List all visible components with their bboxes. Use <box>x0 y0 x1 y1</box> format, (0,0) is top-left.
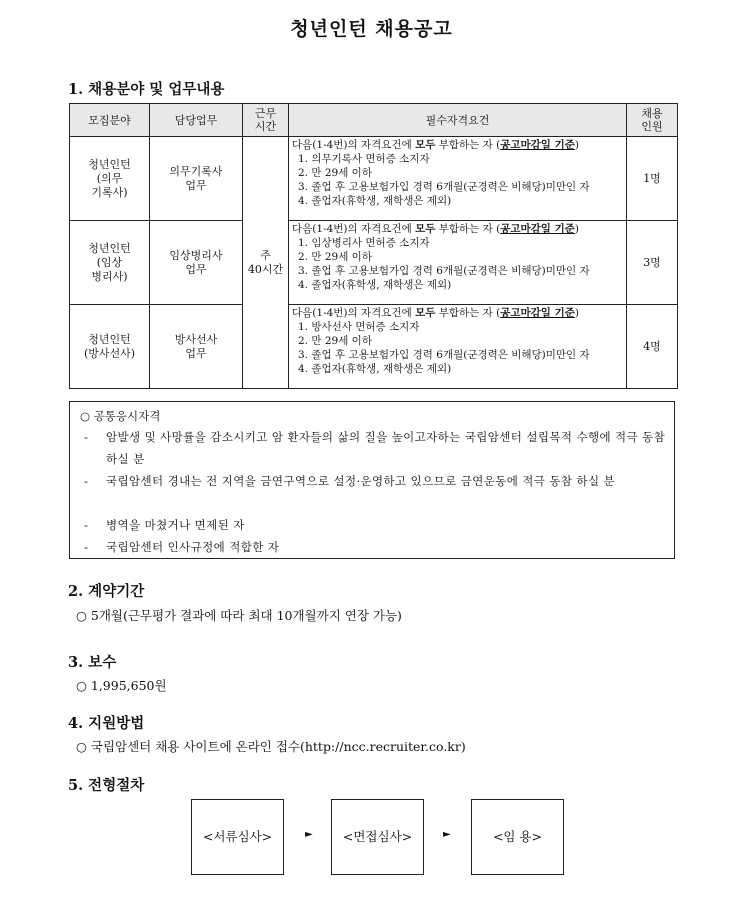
arrow-right-icon: ► <box>443 829 451 840</box>
header-field: 모집분야 <box>70 104 150 137</box>
requirements-intro <box>292 222 624 236</box>
cell-duty: 임상병리사 업무 <box>150 221 243 305</box>
bullet-text: 국립암센터 인사규정에 적합한 자 <box>106 540 280 554</box>
section-heading-recruitment: 1. 채용분야 및 업무내용 <box>68 81 225 98</box>
section-heading-apply: 4. 지원방법 <box>68 715 145 732</box>
cell-requirements <box>289 137 627 221</box>
intro-text: ) <box>574 139 579 151</box>
list-item: - 국립암센터 인사규정에 적합한 자 <box>84 536 670 558</box>
table-row <box>70 305 678 389</box>
section-heading-process: 5. 전형절차 <box>68 777 145 794</box>
list-item: - 국립암센터 경내는 전 지역을 금연구역으로 설정·운영하고 있으므로 금연운동에 적극 동참 하실 분 <box>84 470 670 492</box>
intro-emphasis: 모두 <box>415 223 436 235</box>
common-qualifications-box <box>69 401 675 559</box>
requirement-item: 4. 졸업자(휴학생, 재학생은 제외) <box>298 195 452 207</box>
cell-duty: 방사선사 업무 <box>150 305 243 389</box>
intro-text: 다음(1-4번)의 자격요건에 <box>292 139 416 151</box>
intro-text: 다음(1-4번)의 자격요건에 <box>292 223 416 235</box>
requirement-item: 4. 졸업자(휴학생, 재학생은 제외) <box>298 363 452 375</box>
page-title: 청년인턴 채용공고 <box>290 18 453 40</box>
step-hiring: <임 용> <box>471 799 564 875</box>
cell-field: 청년인턴 (의무 기록사) <box>70 137 150 221</box>
cell-count: 1명 <box>627 137 678 221</box>
requirement-item: 1. 의무기록사 면허증 소지자 <box>298 153 430 165</box>
intro-text: 부합하는 자 ( <box>435 307 501 319</box>
deadline-basis: 공고마감일 기준 <box>500 307 575 319</box>
contract-period-text: ○ 5개월(근무평가 결과에 따라 최대 10개월까지 연장 가능) <box>76 608 402 623</box>
cell-field: 청년인턴 (방사선사) <box>70 305 150 389</box>
header-count-text: 채용 인원 <box>641 107 663 133</box>
bullet-text: 국립암센터 경내는 전 지역을 금연구역으로 설정·운영하고 있으므로 금연운동에 적극 동참 하실 분 <box>106 474 616 488</box>
table-header-row <box>70 104 678 137</box>
bullet-text: 병역을 마쳤거나 면제된 자 <box>106 518 245 532</box>
intro-text: ) <box>574 223 579 235</box>
requirements-intro <box>292 306 624 320</box>
deadline-basis: 공고마감일 기준 <box>500 139 575 151</box>
apply-text: ○ 국립암센터 채용 사이트에 온라인 접수(http://ncc.recruiter.co.kr) <box>76 739 466 754</box>
requirement-item: 3. 졸업 후 고용보험가입 경력 6개월(군경력은 비해당)미만인 자 <box>298 349 590 361</box>
requirements-intro <box>292 138 624 152</box>
requirement-item: 3. 졸업 후 고용보험가입 경력 6개월(군경력은 비해당)미만인 자 <box>298 265 590 277</box>
cell-requirements <box>289 221 627 305</box>
intro-text: 부합하는 자 ( <box>435 139 501 151</box>
bullet-text: 암발생 및 사망률을 감소시키고 암 환자들의 삶의 질을 높이고자하는 국립암센터 설립목적 수행에 적극 동참하실 분 <box>106 430 666 466</box>
section-heading-pay: 3. 보수 <box>68 654 117 671</box>
intro-text: 부합하는 자 ( <box>435 223 501 235</box>
list-item: - 병역을 마쳤거나 면제된 자 <box>84 514 670 536</box>
intro-emphasis: 모두 <box>415 139 436 151</box>
cell-requirements <box>289 305 627 389</box>
intro-text: ) <box>574 307 579 319</box>
table-row <box>70 221 678 305</box>
pay-text: ○ 1,995,650원 <box>76 678 167 693</box>
cell-count: 4명 <box>627 305 678 389</box>
list-item: - 암발생 및 사망률을 감소시키고 암 환자들의 삶의 질을 높이고자하는 국립암센터 설립목적 수행에 적극 동참하실 분 <box>84 426 670 470</box>
header-requirements: 필수자격요건 <box>289 104 627 137</box>
cell-count: 3명 <box>627 221 678 305</box>
requirement-item: 1. 방사선사 면허증 소지자 <box>298 321 420 333</box>
requirement-item: 2. 만 29세 이하 <box>298 251 372 263</box>
cell-work-hours: 주 40시간 <box>243 137 289 389</box>
requirement-item: 4. 졸업자(휴학생, 재학생은 제외) <box>298 279 452 291</box>
recruitment-table <box>69 103 678 389</box>
requirement-item: 3. 졸업 후 고용보험가입 경력 6개월(군경력은 비해당)미만인 자 <box>298 181 590 193</box>
intro-text: 다음(1-4번)의 자격요건에 <box>292 307 416 319</box>
cell-duty: 의무기록사 업무 <box>150 137 243 221</box>
intro-emphasis: 모두 <box>415 307 436 319</box>
requirement-item: 2. 만 29세 이하 <box>298 335 372 347</box>
requirement-item: 2. 만 29세 이하 <box>298 167 372 179</box>
header-count <box>627 104 678 137</box>
header-hours-text: 근무 시간 <box>254 107 277 133</box>
table-row <box>70 137 678 221</box>
section-heading-contract: 2. 계약기간 <box>68 583 145 600</box>
deadline-basis: 공고마감일 기준 <box>500 223 575 235</box>
header-hours <box>243 104 289 137</box>
step-document-review: <서류심사> <box>191 799 284 875</box>
arrow-right-icon: ► <box>305 829 313 840</box>
common-qualifications-heading: ○ 공통응시자격 <box>80 409 161 423</box>
requirement-item: 1. 임상병리사 면허증 소지자 <box>298 237 430 249</box>
header-duty: 담당업무 <box>150 104 243 137</box>
step-interview: <면접심사> <box>331 799 424 875</box>
cell-field: 청년인턴 (임상 병리사) <box>70 221 150 305</box>
